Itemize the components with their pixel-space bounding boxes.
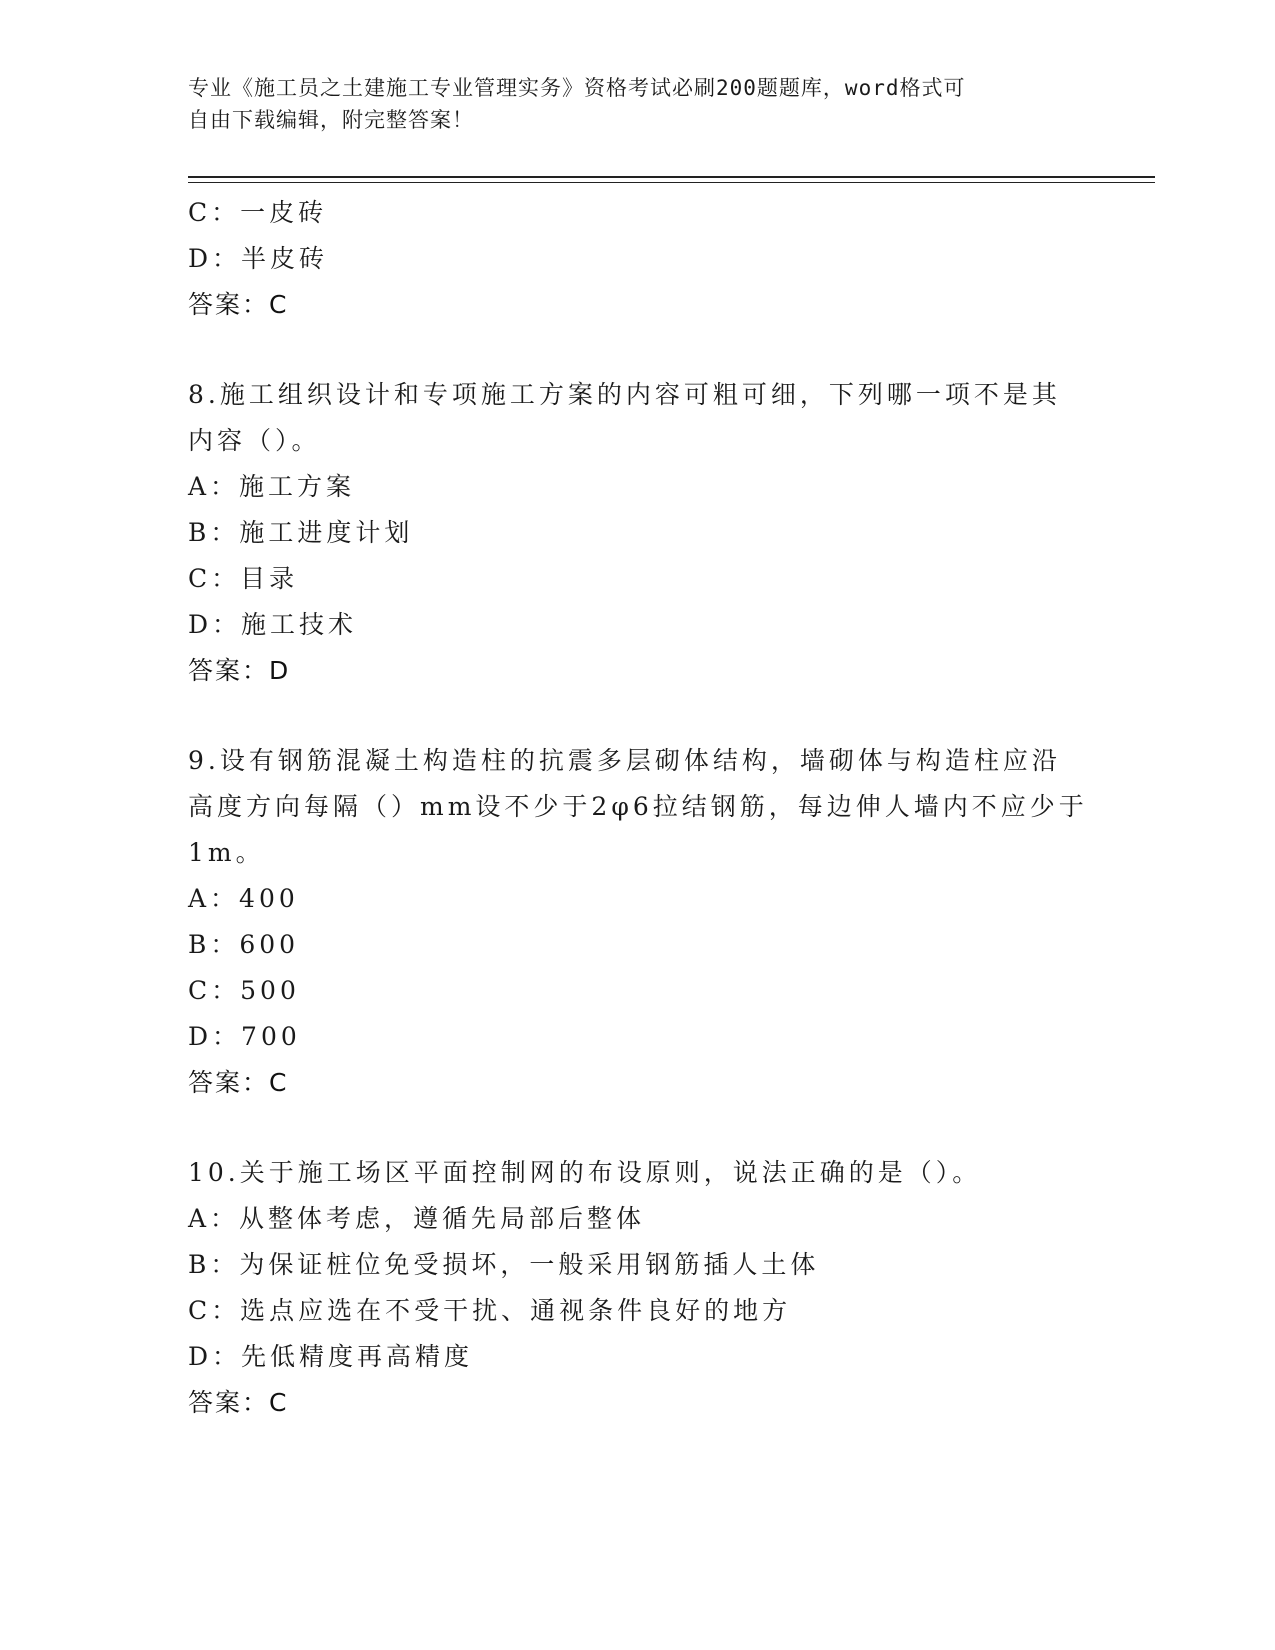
q8-answer: 答案：D [188,656,291,685]
q8-stem-line-1: 8.施工组织设计和专项施工方案的内容可粗可细，下列哪一项不是其 [188,380,1061,409]
q9-option-c: C：500 [188,976,300,1005]
q10-option-a: A：从整体考虑，遵循先局部后整体 [188,1204,646,1233]
q8-stem-line-2: 内容（）。 [188,426,321,455]
q7-option-d: D：半皮砖 [188,244,329,273]
spacer [188,328,1088,372]
q9-option-a: A：400 [188,884,299,913]
header-divider-thin [188,182,1155,183]
header-title-line-1: 专业《施工员之土建施工专业管理实务》资格考试必刷200题题库，word格式可 [188,76,966,100]
q7-answer: 答案：C [188,290,289,319]
question-list [188,190,1088,1426]
header-divider-thick [188,176,1155,178]
q10-option-d: D：先低精度再高精度 [188,1342,474,1371]
q9-stem-line-2: 高度方向每隔（）mm设不少于2φ6拉结钢筋，每边伸人墙内不应少于 [188,792,1088,821]
q10-option-b: B：为保证桩位免受损坏，一般采用钢筋插人土体 [188,1250,820,1279]
q9-stem-line-1: 9.设有钢筋混凝土构造柱的抗震多层砌体结构，墙砌体与构造柱应沿 [188,746,1061,775]
question-10 [188,1150,1088,1426]
header-title-line-2: 自由下载编辑，附完整答案！ [188,108,474,132]
q10-option-c: C：选点应选在不受干扰、通视条件良好的地方 [188,1296,792,1325]
q10-stem-line-1: 10.关于施工场区平面控制网的布设原则，说法正确的是（）。 [188,1158,982,1187]
q8-option-d: D：施工技术 [188,610,358,639]
spacer [188,1106,1088,1150]
question-7-fragment [188,190,1088,328]
question-8 [188,372,1088,694]
q9-option-b: B：600 [188,930,300,959]
question-9 [188,738,1088,1106]
q10-answer: 答案：C [188,1388,289,1417]
q9-option-d: D：700 [188,1022,301,1051]
document-header [188,72,1088,136]
q9-answer: 答案：C [188,1068,289,1097]
q8-option-c: C：目录 [188,564,299,593]
q7-option-c: C：一皮砖 [188,198,328,227]
q8-option-b: B：施工进度计划 [188,518,414,547]
spacer [188,694,1088,738]
q9-stem-line-3: 1m。 [188,838,265,867]
q8-option-a: A：施工方案 [188,472,356,501]
